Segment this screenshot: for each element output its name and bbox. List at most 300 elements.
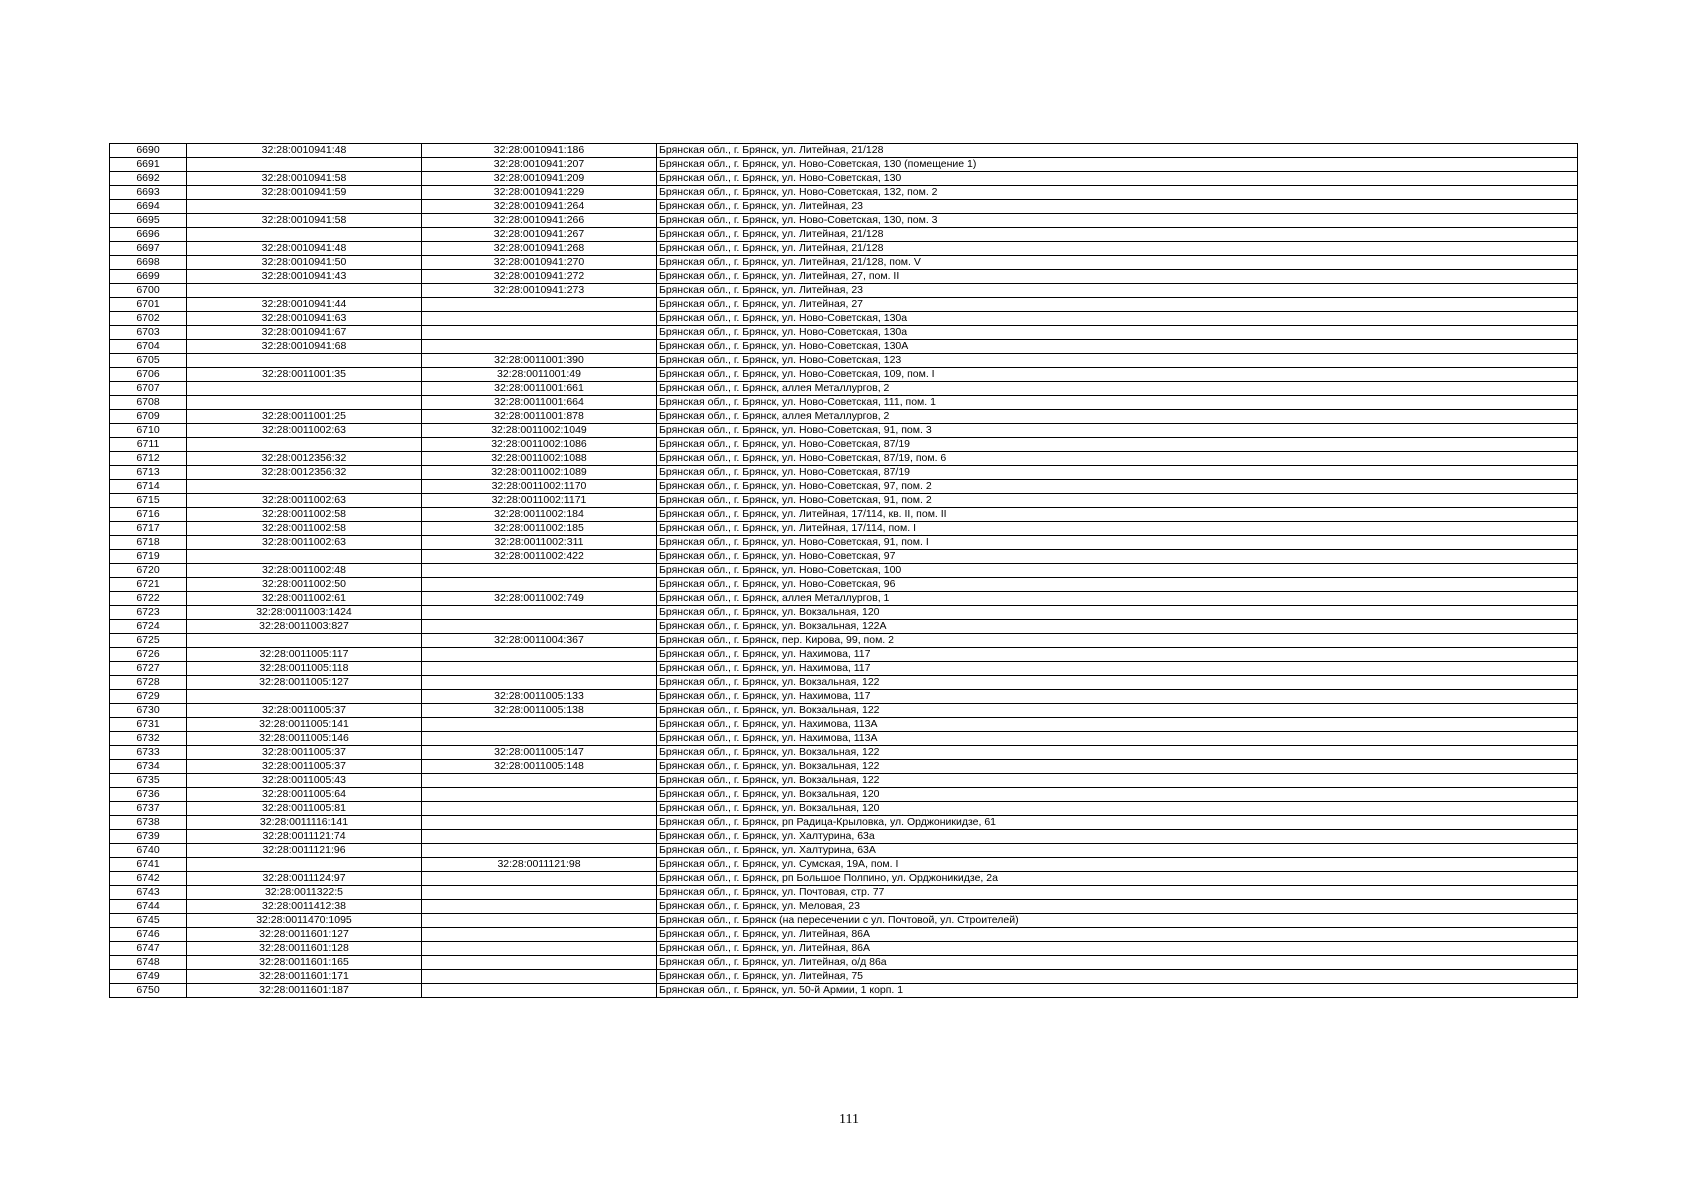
table-row [110, 214, 1578, 228]
row-number-cell: 6692 [110, 172, 187, 186]
table-row [110, 872, 1578, 886]
address-cell: Брянская обл., г. Брянск, ул. Ново-Советская, 111, пом. 1 [657, 396, 1578, 410]
parcel-number-cell [187, 158, 422, 172]
table-row [110, 438, 1578, 452]
address-cell: Брянская обл., г. Брянск, ул. Вокзальная, 122 [657, 746, 1578, 760]
object-number-cell: 32:28:0010941:186 [422, 144, 657, 158]
parcel-number-cell: 32:28:0011005:127 [187, 676, 422, 690]
parcel-number-cell: 32:28:0011002:50 [187, 578, 422, 592]
parcel-number-cell [187, 634, 422, 648]
object-number-cell: 32:28:0010941:266 [422, 214, 657, 228]
object-number-cell: 32:28:0011002:1170 [422, 480, 657, 494]
parcel-number-cell: 32:28:0010941:50 [187, 256, 422, 270]
table-row [110, 606, 1578, 620]
row-number-cell: 6719 [110, 550, 187, 564]
row-number-cell: 6725 [110, 634, 187, 648]
address-cell: Брянская обл., г. Брянск, ул. Вокзальная, 120 [657, 802, 1578, 816]
address-cell: Брянская обл., г. Брянск, ул. Нахимова, 117 [657, 662, 1578, 676]
address-cell: Брянская обл., г. Брянск, рп Большое Полпино, ул. Орджоникидзе, 2а [657, 872, 1578, 886]
row-number-cell: 6690 [110, 144, 187, 158]
row-number-cell: 6700 [110, 284, 187, 298]
table-row [110, 382, 1578, 396]
table-row [110, 858, 1578, 872]
table-row [110, 760, 1578, 774]
table-row [110, 172, 1578, 186]
address-cell: Брянская обл., г. Брянск, ул. Ново-Советская, 91, пом. I [657, 536, 1578, 550]
table-row [110, 284, 1578, 298]
parcel-number-cell: 32:28:0011002:63 [187, 424, 422, 438]
object-number-cell: 32:28:0011001:390 [422, 354, 657, 368]
parcel-number-cell: 32:28:0011005:81 [187, 802, 422, 816]
object-number-cell: 32:28:0011121:98 [422, 858, 657, 872]
table-row [110, 564, 1578, 578]
address-cell: Брянская обл., г. Брянск, ул. Литейная, 27 [657, 298, 1578, 312]
address-cell: Брянская обл., г. Брянск, аллея Металлургов, 1 [657, 592, 1578, 606]
object-number-cell [422, 312, 657, 326]
table-row [110, 718, 1578, 732]
table-row [110, 522, 1578, 536]
table-row [110, 746, 1578, 760]
parcel-number-cell: 32:28:0010941:67 [187, 326, 422, 340]
address-cell: Брянская обл., г. Брянск, ул. Нахимова, 113А [657, 718, 1578, 732]
object-number-cell [422, 802, 657, 816]
object-number-cell [422, 956, 657, 970]
row-number-cell: 6746 [110, 928, 187, 942]
object-number-cell: 32:28:0011005:148 [422, 760, 657, 774]
table-row [110, 452, 1578, 466]
parcel-number-cell: 32:28:0012356:32 [187, 466, 422, 480]
row-number-cell: 6708 [110, 396, 187, 410]
row-number-cell: 6747 [110, 942, 187, 956]
object-number-cell [422, 578, 657, 592]
row-number-cell: 6705 [110, 354, 187, 368]
object-number-cell: 32:28:0011005:147 [422, 746, 657, 760]
object-number-cell: 32:28:0011002:1171 [422, 494, 657, 508]
table-row [110, 816, 1578, 830]
address-cell: Брянская обл., г. Брянск, ул. Ново-Советская, 123 [657, 354, 1578, 368]
address-cell: Брянская обл., г. Брянск, ул. Меловая, 23 [657, 900, 1578, 914]
address-cell: Брянская обл., г. Брянск, ул. Ново-Советская, 87/19 [657, 438, 1578, 452]
row-number-cell: 6735 [110, 774, 187, 788]
parcel-number-cell: 32:28:0011002:58 [187, 508, 422, 522]
parcel-number-cell: 32:28:0011001:25 [187, 410, 422, 424]
parcel-number-cell [187, 396, 422, 410]
object-number-cell [422, 648, 657, 662]
object-number-cell [422, 676, 657, 690]
object-number-cell: 32:28:0011001:878 [422, 410, 657, 424]
table-row [110, 928, 1578, 942]
table-row [110, 648, 1578, 662]
table-row [110, 704, 1578, 718]
row-number-cell: 6720 [110, 564, 187, 578]
row-number-cell: 6734 [110, 760, 187, 774]
object-number-cell: 32:28:0010941:207 [422, 158, 657, 172]
row-number-cell: 6727 [110, 662, 187, 676]
parcel-number-cell: 32:28:0010941:68 [187, 340, 422, 354]
address-cell: Брянская обл., г. Брянск, ул. Литейная, о/д 86а [657, 956, 1578, 970]
row-number-cell: 6748 [110, 956, 187, 970]
object-number-cell: 32:28:0011002:1089 [422, 466, 657, 480]
object-number-cell [422, 970, 657, 984]
object-number-cell: 32:28:0011001:49 [422, 368, 657, 382]
row-number-cell: 6710 [110, 424, 187, 438]
table-row [110, 970, 1578, 984]
table-row [110, 984, 1578, 998]
address-cell: Брянская обл., г. Брянск, ул. Вокзальная, 122 [657, 760, 1578, 774]
table-row [110, 592, 1578, 606]
table-row [110, 396, 1578, 410]
table-row [110, 788, 1578, 802]
parcel-number-cell: 32:28:0011470:1095 [187, 914, 422, 928]
object-number-cell [422, 830, 657, 844]
object-number-cell: 32:28:0011002:184 [422, 508, 657, 522]
address-cell: Брянская обл., г. Брянск, ул. Ново-Советская, 100 [657, 564, 1578, 578]
address-cell: Брянская обл., г. Брянск, рп Радица-Крыловка, ул. Орджоникидзе, 61 [657, 816, 1578, 830]
table-row [110, 144, 1578, 158]
table-row [110, 690, 1578, 704]
object-number-cell: 32:28:0011002:185 [422, 522, 657, 536]
address-cell: Брянская обл., г. Брянск, ул. Ново-Советская, 97 [657, 550, 1578, 564]
parcel-number-cell: 32:28:0011005:37 [187, 760, 422, 774]
parcel-number-cell: 32:28:0011003:827 [187, 620, 422, 634]
table-row [110, 200, 1578, 214]
address-cell: Брянская обл., г. Брянск, ул. Почтовая, стр. 77 [657, 886, 1578, 900]
parcel-number-cell: 32:28:0011005:117 [187, 648, 422, 662]
address-cell: Брянская обл., г. Брянск, аллея Металлургов, 2 [657, 410, 1578, 424]
address-cell: Брянская обл., г. Брянск, ул. Ново-Советская, 91, пом. 2 [657, 494, 1578, 508]
parcel-number-cell [187, 382, 422, 396]
row-number-cell: 6703 [110, 326, 187, 340]
object-number-cell: 32:28:0011002:311 [422, 536, 657, 550]
row-number-cell: 6724 [110, 620, 187, 634]
row-number-cell: 6738 [110, 816, 187, 830]
table-row [110, 942, 1578, 956]
table-row [110, 662, 1578, 676]
address-cell: Брянская обл., г. Брянск, ул. Нахимова, 117 [657, 690, 1578, 704]
address-cell: Брянская обл., г. Брянск, ул. Литейная, 17/114, кв. II, пом. II [657, 508, 1578, 522]
row-number-cell: 6741 [110, 858, 187, 872]
registry-table [109, 143, 1578, 998]
table-row [110, 270, 1578, 284]
row-number-cell: 6722 [110, 592, 187, 606]
parcel-number-cell: 32:28:0011001:35 [187, 368, 422, 382]
address-cell: Брянская обл., г. Брянск, ул. Литейная, 21/128 [657, 144, 1578, 158]
object-number-cell [422, 620, 657, 634]
table-row [110, 886, 1578, 900]
table-row [110, 802, 1578, 816]
object-number-cell: 32:28:0011002:1088 [422, 452, 657, 466]
table-row [110, 830, 1578, 844]
parcel-number-cell [187, 690, 422, 704]
row-number-cell: 6693 [110, 186, 187, 200]
row-number-cell: 6717 [110, 522, 187, 536]
row-number-cell: 6728 [110, 676, 187, 690]
address-cell: Брянская обл., г. Брянск, ул. Ново-Советская, 87/19 [657, 466, 1578, 480]
object-number-cell: 32:28:0011002:1086 [422, 438, 657, 452]
row-number-cell: 6730 [110, 704, 187, 718]
table-row [110, 466, 1578, 480]
parcel-number-cell: 32:28:0011005:64 [187, 788, 422, 802]
parcel-number-cell [187, 480, 422, 494]
address-cell: Брянская обл., г. Брянск, ул. Литейная, 23 [657, 200, 1578, 214]
address-cell: Брянская обл., г. Брянск, аллея Металлургов, 2 [657, 382, 1578, 396]
parcel-number-cell: 32:28:0011121:96 [187, 844, 422, 858]
parcel-number-cell: 32:28:0012356:32 [187, 452, 422, 466]
object-number-cell: 32:28:0011004:367 [422, 634, 657, 648]
parcel-number-cell: 32:28:0011412:38 [187, 900, 422, 914]
address-cell: Брянская обл., г. Брянск, ул. Халтурина, 63А [657, 844, 1578, 858]
address-cell: Брянская обл., г. Брянск, ул. Литейная, 21/128, пом. V [657, 256, 1578, 270]
table-row [110, 732, 1578, 746]
row-number-cell: 6713 [110, 466, 187, 480]
object-number-cell: 32:28:0010941:270 [422, 256, 657, 270]
address-cell: Брянская обл., г. Брянск, ул. Сумская, 19А, пом. I [657, 858, 1578, 872]
table-row [110, 256, 1578, 270]
address-cell: Брянская обл., г. Брянск, ул. Ново-Советская, 130 [657, 172, 1578, 186]
address-cell: Брянская обл., г. Брянск, ул. Литейная, 86А [657, 942, 1578, 956]
object-number-cell: 32:28:0010941:264 [422, 200, 657, 214]
table-row [110, 900, 1578, 914]
address-cell: Брянская обл., г. Брянск, ул. Вокзальная, 122 [657, 676, 1578, 690]
parcel-number-cell: 32:28:0011601:165 [187, 956, 422, 970]
row-number-cell: 6704 [110, 340, 187, 354]
parcel-number-cell: 32:28:0010941:58 [187, 214, 422, 228]
parcel-number-cell: 32:28:0011002:63 [187, 536, 422, 550]
address-cell: Брянская обл., г. Брянск, ул. Ново-Советская, 132, пом. 2 [657, 186, 1578, 200]
address-cell: Брянская обл., г. Брянск, ул. Литейная, 75 [657, 970, 1578, 984]
address-cell: Брянская обл., г. Брянск, ул. Ново-Советская, 130 (помещение 1) [657, 158, 1578, 172]
parcel-number-cell: 32:28:0011121:74 [187, 830, 422, 844]
row-number-cell: 6716 [110, 508, 187, 522]
address-cell: Брянская обл., г. Брянск, ул. Вокзальная, 120 [657, 606, 1578, 620]
table-row [110, 956, 1578, 970]
row-number-cell: 6701 [110, 298, 187, 312]
table-row [110, 228, 1578, 242]
row-number-cell: 6714 [110, 480, 187, 494]
object-number-cell [422, 942, 657, 956]
object-number-cell [422, 816, 657, 830]
address-cell: Брянская обл., г. Брянск, ул. Нахимова, 117 [657, 648, 1578, 662]
parcel-number-cell: 32:28:0011322:5 [187, 886, 422, 900]
row-number-cell: 6749 [110, 970, 187, 984]
row-number-cell: 6711 [110, 438, 187, 452]
parcel-number-cell [187, 284, 422, 298]
row-number-cell: 6729 [110, 690, 187, 704]
table-row [110, 158, 1578, 172]
parcel-number-cell: 32:28:0011601:171 [187, 970, 422, 984]
address-cell: Брянская обл., г. Брянск, ул. Ново-Советская, 96 [657, 578, 1578, 592]
parcel-number-cell: 32:28:0011601:128 [187, 942, 422, 956]
object-number-cell [422, 662, 657, 676]
address-cell: Брянская обл., г. Брянск, ул. Ново-Советская, 97, пом. 2 [657, 480, 1578, 494]
row-number-cell: 6721 [110, 578, 187, 592]
object-number-cell: 32:28:0011001:664 [422, 396, 657, 410]
table-row [110, 480, 1578, 494]
object-number-cell: 32:28:0011005:138 [422, 704, 657, 718]
address-cell: Брянская обл., г. Брянск, ул. Вокзальная, 122 [657, 704, 1578, 718]
row-number-cell: 6723 [110, 606, 187, 620]
row-number-cell: 6695 [110, 214, 187, 228]
address-cell: Брянская обл., г. Брянск, ул. Ново-Советская, 130А [657, 340, 1578, 354]
parcel-number-cell: 32:28:0011003:1424 [187, 606, 422, 620]
row-number-cell: 6739 [110, 830, 187, 844]
row-number-cell: 6702 [110, 312, 187, 326]
row-number-cell: 6742 [110, 872, 187, 886]
row-number-cell: 6691 [110, 158, 187, 172]
object-number-cell [422, 732, 657, 746]
table-row [110, 536, 1578, 550]
object-number-cell [422, 928, 657, 942]
parcel-number-cell: 32:28:0011005:43 [187, 774, 422, 788]
parcel-number-cell [187, 200, 422, 214]
registry-table-body [110, 144, 1578, 998]
row-number-cell: 6707 [110, 382, 187, 396]
address-cell: Брянская обл., г. Брянск, ул. Литейная, 23 [657, 284, 1578, 298]
object-number-cell [422, 774, 657, 788]
table-row [110, 424, 1578, 438]
table-row [110, 494, 1578, 508]
row-number-cell: 6740 [110, 844, 187, 858]
object-number-cell [422, 788, 657, 802]
row-number-cell: 6736 [110, 788, 187, 802]
row-number-cell: 6696 [110, 228, 187, 242]
parcel-number-cell: 32:28:0011002:63 [187, 494, 422, 508]
row-number-cell: 6737 [110, 802, 187, 816]
table-row [110, 676, 1578, 690]
table-row [110, 298, 1578, 312]
parcel-number-cell: 32:28:0010941:63 [187, 312, 422, 326]
object-number-cell [422, 564, 657, 578]
parcel-number-cell: 32:28:0011002:48 [187, 564, 422, 578]
row-number-cell: 6709 [110, 410, 187, 424]
table-row [110, 354, 1578, 368]
parcel-number-cell: 32:28:0011116:141 [187, 816, 422, 830]
address-cell: Брянская обл., г. Брянск, ул. 50-й Армии, 1 корп. 1 [657, 984, 1578, 998]
address-cell: Брянская обл., г. Брянск, ул. Вокзальная, 122А [657, 620, 1578, 634]
object-number-cell: 32:28:0010941:272 [422, 270, 657, 284]
table-row [110, 550, 1578, 564]
parcel-number-cell: 32:28:0011005:146 [187, 732, 422, 746]
parcel-number-cell: 32:28:0011005:141 [187, 718, 422, 732]
object-number-cell: 32:28:0010941:209 [422, 172, 657, 186]
object-number-cell [422, 900, 657, 914]
address-cell: Брянская обл., г. Брянск, ул. Ново-Советская, 130а [657, 312, 1578, 326]
object-number-cell: 32:28:0010941:268 [422, 242, 657, 256]
object-number-cell: 32:28:0011001:661 [422, 382, 657, 396]
parcel-number-cell [187, 438, 422, 452]
row-number-cell: 6732 [110, 732, 187, 746]
row-number-cell: 6699 [110, 270, 187, 284]
parcel-number-cell [187, 858, 422, 872]
row-number-cell: 6750 [110, 984, 187, 998]
parcel-number-cell: 32:28:0011005:37 [187, 704, 422, 718]
row-number-cell: 6744 [110, 900, 187, 914]
object-number-cell: 32:28:0011002:1049 [422, 424, 657, 438]
row-number-cell: 6706 [110, 368, 187, 382]
object-number-cell: 32:28:0010941:229 [422, 186, 657, 200]
address-cell: Брянская обл., г. Брянск, ул. Ново-Советская, 91, пом. 3 [657, 424, 1578, 438]
address-cell: Брянская обл., г. Брянск, ул. Ново-Советская, 130, пом. 3 [657, 214, 1578, 228]
row-number-cell: 6733 [110, 746, 187, 760]
parcel-number-cell: 32:28:0011124:97 [187, 872, 422, 886]
row-number-cell: 6726 [110, 648, 187, 662]
object-number-cell: 32:28:0011005:133 [422, 690, 657, 704]
object-number-cell [422, 872, 657, 886]
table-row [110, 774, 1578, 788]
row-number-cell: 6743 [110, 886, 187, 900]
row-number-cell: 6694 [110, 200, 187, 214]
object-number-cell [422, 606, 657, 620]
address-cell: Брянская обл., г. Брянск (на пересечении с ул. Почтовой, ул. Строителей) [657, 914, 1578, 928]
object-number-cell: 32:28:0010941:273 [422, 284, 657, 298]
object-number-cell [422, 340, 657, 354]
address-cell: Брянская обл., г. Брянск, ул. Ново-Советская, 109, пом. I [657, 368, 1578, 382]
table-row [110, 844, 1578, 858]
table-row [110, 508, 1578, 522]
address-cell: Брянская обл., г. Брянск, ул. Вокзальная, 120 [657, 788, 1578, 802]
table-row [110, 340, 1578, 354]
table-row [110, 326, 1578, 340]
row-number-cell: 6715 [110, 494, 187, 508]
object-number-cell [422, 914, 657, 928]
address-cell: Брянская обл., г. Брянск, ул. Ново-Советская, 87/19, пом. 6 [657, 452, 1578, 466]
parcel-number-cell: 32:28:0011002:58 [187, 522, 422, 536]
row-number-cell: 6731 [110, 718, 187, 732]
row-number-cell: 6698 [110, 256, 187, 270]
address-cell: Брянская обл., г. Брянск, ул. Литейная, 17/114, пом. I [657, 522, 1578, 536]
address-cell: Брянская обл., г. Брянск, ул. Литейная, 86А [657, 928, 1578, 942]
object-number-cell [422, 298, 657, 312]
address-cell: Брянская обл., г. Брянск, ул. Нахимова, 113А [657, 732, 1578, 746]
address-cell: Брянская обл., г. Брянск, ул. Ново-Советская, 130а [657, 326, 1578, 340]
address-cell: Брянская обл., г. Брянск, ул. Литейная, 21/128 [657, 228, 1578, 242]
object-number-cell [422, 984, 657, 998]
object-number-cell: 32:28:0010941:267 [422, 228, 657, 242]
parcel-number-cell [187, 550, 422, 564]
parcel-number-cell: 32:28:0010941:48 [187, 144, 422, 158]
object-number-cell [422, 844, 657, 858]
parcel-number-cell: 32:28:0011005:118 [187, 662, 422, 676]
object-number-cell: 32:28:0011002:422 [422, 550, 657, 564]
row-number-cell: 6697 [110, 242, 187, 256]
parcel-number-cell: 32:28:0010941:59 [187, 186, 422, 200]
object-number-cell [422, 718, 657, 732]
table-row [110, 242, 1578, 256]
table-row [110, 914, 1578, 928]
table-row [110, 368, 1578, 382]
object-number-cell [422, 886, 657, 900]
parcel-number-cell: 32:28:0011601:187 [187, 984, 422, 998]
object-number-cell: 32:28:0011002:749 [422, 592, 657, 606]
parcel-number-cell [187, 228, 422, 242]
object-number-cell [422, 326, 657, 340]
row-number-cell: 6712 [110, 452, 187, 466]
address-cell: Брянская обл., г. Брянск, ул. Вокзальная, 122 [657, 774, 1578, 788]
table-row [110, 578, 1578, 592]
parcel-number-cell: 32:28:0011002:61 [187, 592, 422, 606]
parcel-number-cell: 32:28:0010941:44 [187, 298, 422, 312]
parcel-number-cell [187, 354, 422, 368]
row-number-cell: 6745 [110, 914, 187, 928]
table-row [110, 186, 1578, 200]
parcel-number-cell: 32:28:0011601:127 [187, 928, 422, 942]
table-row [110, 620, 1578, 634]
table-row [110, 634, 1578, 648]
parcel-number-cell: 32:28:0010941:43 [187, 270, 422, 284]
table-row [110, 312, 1578, 326]
address-cell: Брянская обл., г. Брянск, пер. Кирова, 99, пом. 2 [657, 634, 1578, 648]
parcel-number-cell: 32:28:0010941:48 [187, 242, 422, 256]
